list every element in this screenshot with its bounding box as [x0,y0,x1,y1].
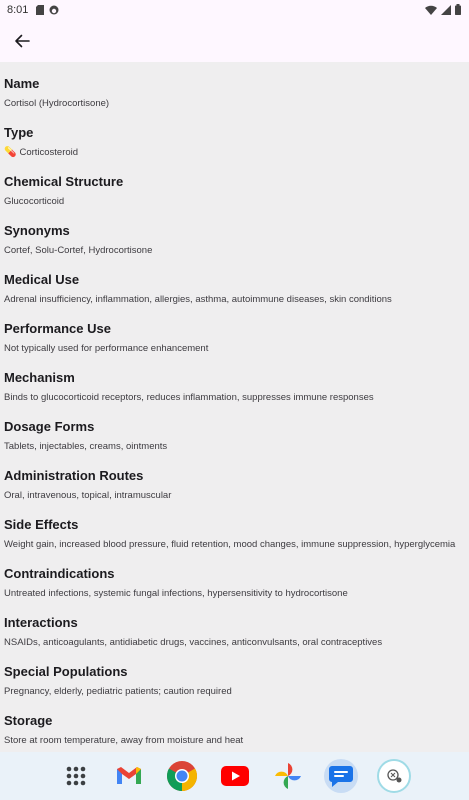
field-value: Glucocorticoid [4,196,65,207]
back-button[interactable] [8,27,36,55]
pill-icon: 💊 [4,147,17,158]
messages-icon [329,765,353,787]
field-performance-use [0,307,469,356]
dock-gmail[interactable] [112,759,146,793]
field-value: Store at room temperature, away from moisture and heat [4,735,244,746]
dock-app-drawer[interactable] [59,759,93,793]
field-label: Dosage Forms [4,419,95,434]
field-administration-routes [0,454,469,503]
field-label: Name [4,76,40,91]
field-label: Side Effects [4,517,79,532]
field-value: Binds to glucocorticoid receptors, reduces inflammation, suppresses immune responses [4,392,374,403]
field-value: Tablets, injectables, creams, ointments [4,441,168,452]
field-side-effects [0,503,469,552]
app-bar [0,20,469,62]
status-time: 8:01 [7,4,29,16]
dock-youtube[interactable] [218,759,252,793]
field-type [0,111,469,160]
field-label: Contraindications [4,566,115,581]
detail-content[interactable] [0,62,469,752]
field-value: Oral, intravenous, topical, intramuscular [4,490,172,501]
field-value: Cortisol (Hydrocortisone) [4,98,110,109]
field-label: Medical Use [4,272,80,287]
cellular-signal-icon [441,5,451,15]
battery-icon [455,4,461,15]
chrome-icon [166,760,198,792]
field-label: Mechanism [4,370,75,385]
dock-photos[interactable] [271,759,305,793]
field-label: Interactions [4,615,78,630]
field-value: Weight gain, increased blood pressure, fluid retention, mood changes, immune suppression, hyperglycemia [4,539,456,550]
field-mechanism [0,356,469,405]
field-value: Corticosteroid [19,147,79,158]
field-value: Pregnancy, elderly, pediatric patients; caution required [4,686,232,697]
gmail-icon [116,766,142,786]
field-value-row [4,141,461,160]
field-value: Cortef, Solu-Cortef, Hydrocortisone [4,245,153,256]
field-label: Administration Routes [4,468,144,483]
dock-messages[interactable] [324,759,358,793]
youtube-icon [221,766,249,786]
field-medical-use [0,258,469,307]
app-dock [0,752,469,800]
wifi-icon [425,5,437,15]
status-bar [0,0,469,20]
field-label: Performance Use [4,321,111,336]
field-contraindications [0,552,469,601]
field-synonyms [0,209,469,258]
field-chemical-structure [0,160,469,209]
field-label: Chemical Structure [4,174,124,189]
field-label: Type [4,125,34,140]
field-value: Adrenal insufficiency, inflammation, allergies, asthma, autoimmune diseases, skin conditions [4,294,392,305]
field-value: NSAIDs, anticoagulants, antidiabetic drugs, vaccines, anticonvulsants, oral contraceptives [4,637,383,648]
field-label: Synonyms [4,223,70,238]
field-special-populations [0,650,469,699]
notification-dot-icon [49,5,59,15]
field-name [0,62,469,111]
field-interactions [0,601,469,650]
field-label: Special Populations [4,664,128,679]
dock-custom-app[interactable] [377,759,411,793]
dock-chrome[interactable] [165,759,199,793]
arrow-left-icon [14,33,30,49]
app-icon [385,767,403,785]
sd-card-icon [36,5,44,15]
field-dosage-forms [0,405,469,454]
photos-icon [273,761,303,791]
field-label: Storage [4,713,53,728]
grid-icon [65,765,87,787]
field-value: Untreated infections, systemic fungal infections, hypersensitivity to hydrocortisone [4,588,348,599]
field-value: Not typically used for performance enhancement [4,343,209,354]
field-storage [0,699,469,748]
